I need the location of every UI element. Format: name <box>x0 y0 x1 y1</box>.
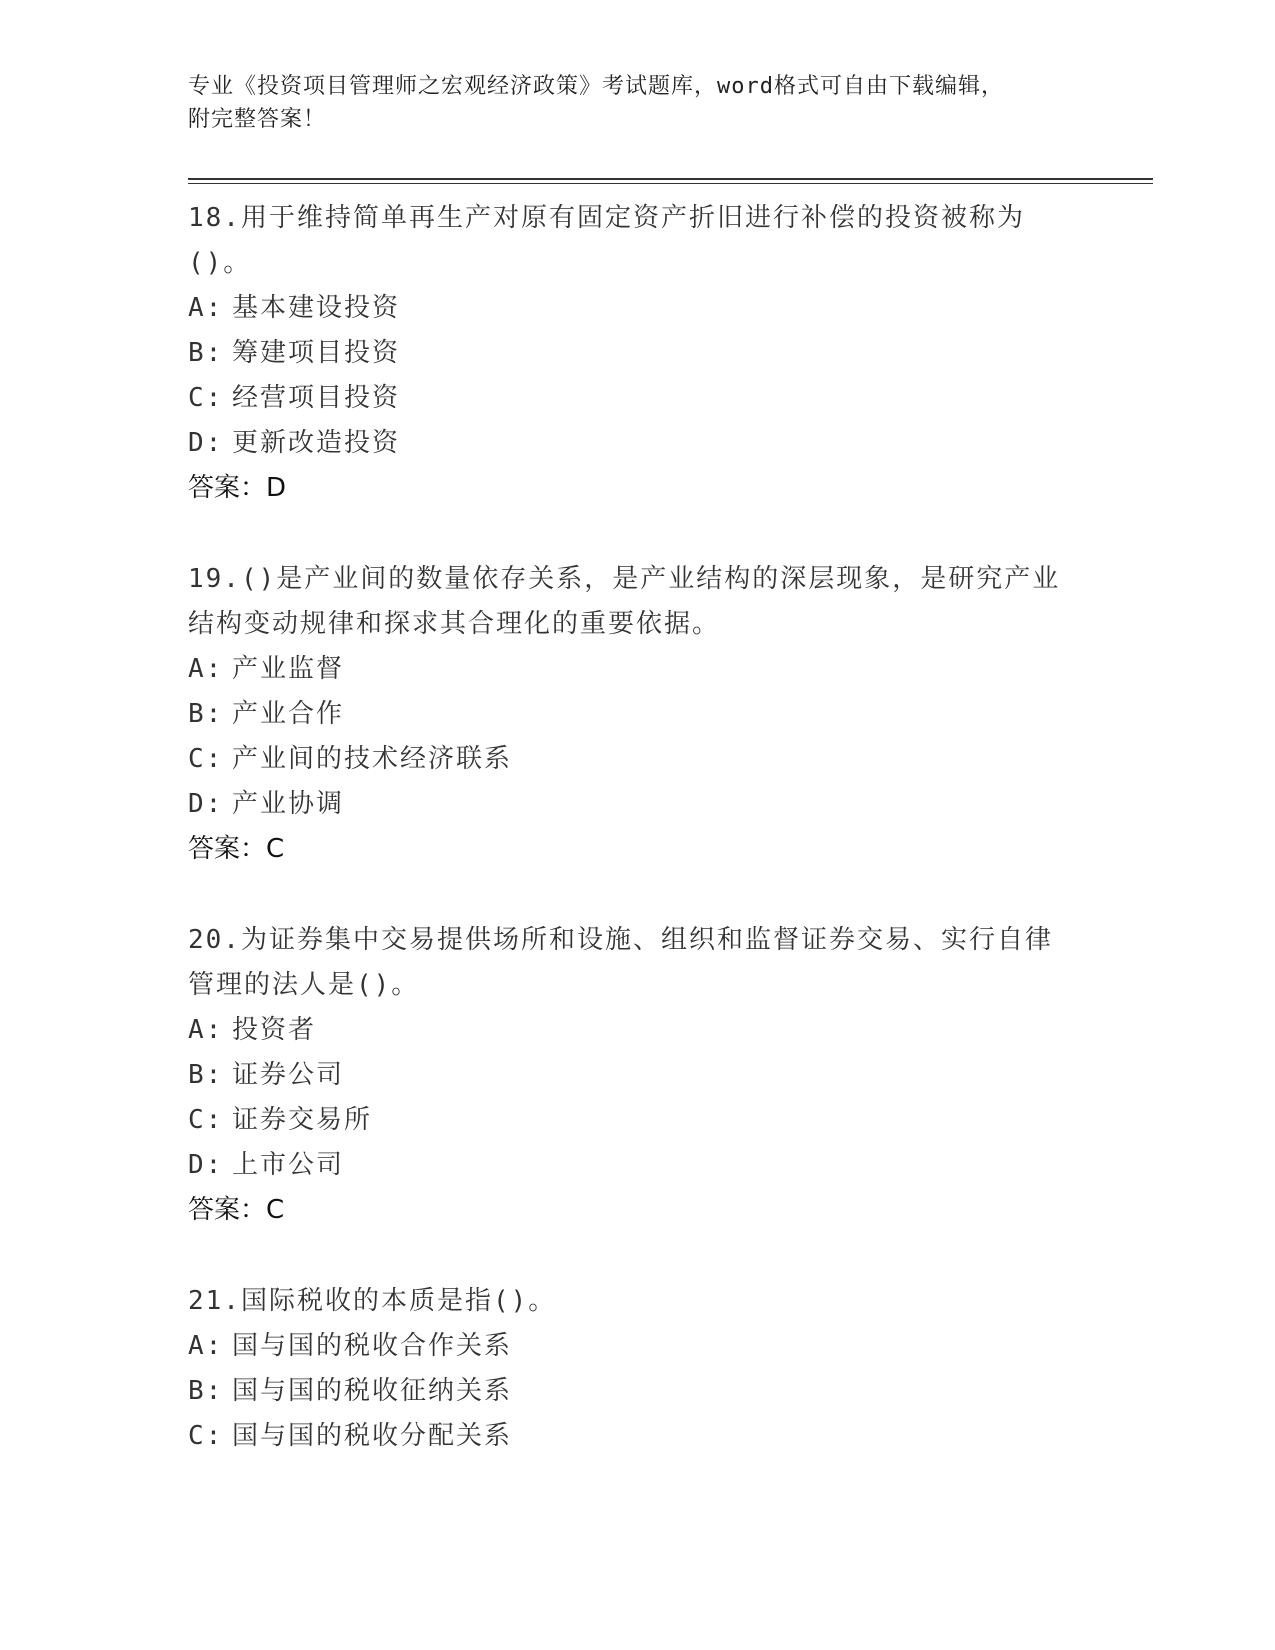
document-page <box>188 70 1153 1459</box>
option-a: A: 投资者 <box>188 1015 317 1045</box>
option-c: C: 经营项目投资 <box>188 383 401 413</box>
option-d: D: 更新改造投资 <box>188 428 401 458</box>
option-a: A: 产业监督 <box>188 654 345 684</box>
question-18 <box>188 196 1153 511</box>
option-b: B: 证券公司 <box>188 1060 345 1090</box>
option-c: C: 证券交易所 <box>188 1105 373 1135</box>
question-stem: 20.为证券集中交易提供场所和设施、组织和监督证券交易、实行自律管理的法人是()。 <box>188 925 1053 1000</box>
question-stem: 19.()是产业间的数量依存关系，是产业结构的深层现象，是研究产业结构变动规律和探求其合理化的重要依据。 <box>188 564 1061 639</box>
answer: 答案：C <box>188 834 285 864</box>
option-c: C: 产业间的技术经济联系 <box>188 744 513 774</box>
question-stem: 21.国际税收的本质是指()。 <box>188 1286 557 1316</box>
answer: 答案：C <box>188 1195 285 1225</box>
question-19 <box>188 557 1153 872</box>
option-b: B: 产业合作 <box>188 699 345 729</box>
option-c: C: 国与国的税收分配关系 <box>188 1421 513 1451</box>
header-line-1: 专业《投资项目管理师之宏观经济政策》考试题库，word格式可自由下载编辑， <box>188 74 1004 99</box>
header-line-2: 附完整答案！ <box>188 107 327 132</box>
answer: 答案：D <box>188 473 287 503</box>
option-b: B: 筹建项目投资 <box>188 338 401 368</box>
option-d: D: 上市公司 <box>188 1150 345 1180</box>
option-a: A: 国与国的税收合作关系 <box>188 1331 513 1361</box>
option-b: B: 国与国的税收征纳关系 <box>188 1376 513 1406</box>
question-20 <box>188 918 1153 1233</box>
question-stem: 18.用于维持简单再生产对原有固定资产折旧进行补偿的投资被称为()。 <box>188 203 1025 278</box>
option-a: A: 基本建设投资 <box>188 293 401 323</box>
document-header <box>188 70 1153 136</box>
option-d: D: 产业协调 <box>188 789 345 819</box>
question-21 <box>188 1279 1153 1459</box>
